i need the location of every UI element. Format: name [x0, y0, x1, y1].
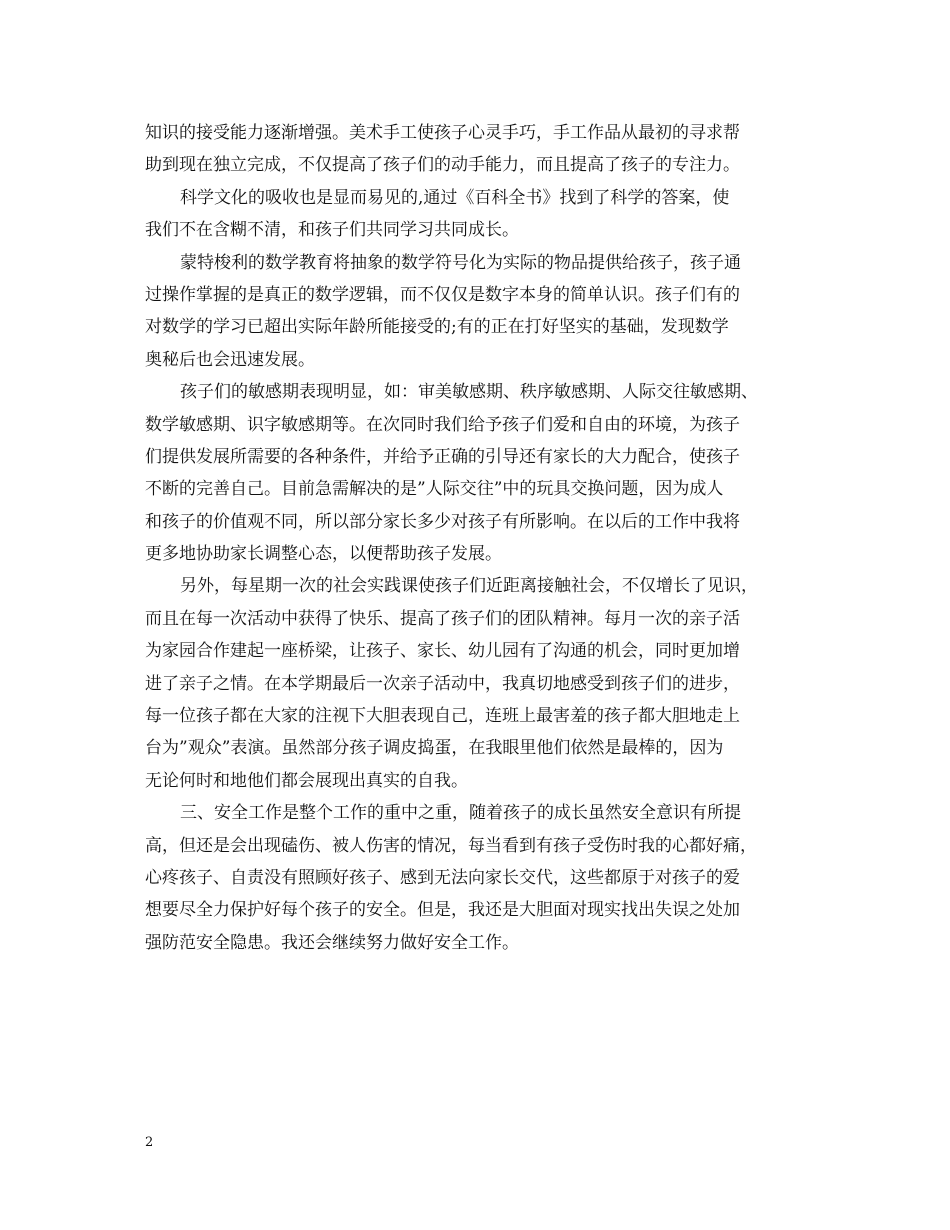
text-line: 们提供发展所需要的各种条件，并给予正确的引导还有家长的大力配合，使孩子 — [145, 446, 740, 467]
text-line: 和孩子的价值观不同，所以部分家长多少对孩子有所影响。在以后的工作中我将 — [145, 511, 740, 532]
text-line: 强防范安全隐患。我还会继续努力做好安全工作。 — [145, 932, 519, 953]
text-line: 台为”观众”表演。虽然部分孩子调皮捣蛋，在我眼里他们依然是最棒的，因为 — [145, 738, 724, 759]
page-number: 2 — [145, 1135, 154, 1150]
text-line: 更多地协助家长调整心态，以便帮助孩子发展。 — [145, 544, 502, 565]
document-body — [145, 117, 815, 959]
text-line: 每一位孩子都在大家的注视下大胆表现自己，连班上最害羞的孩子都大胆地走上 — [145, 706, 740, 727]
text-line: 进了亲子之情。在本学期最后一次亲子活动中，我真切地感受到孩子们的进步， — [145, 673, 740, 694]
text-line: 对数学的学习已超出实际年龄所能接受的;有的正在打好坚实的基础，发现数学 — [145, 317, 729, 338]
text-line: 过操作掌握的是真正的数学逻辑，而不仅仅是数字本身的简单认识。孩子们有的 — [145, 284, 740, 305]
text-line: 不断的完善自己。目前急需解决的是”人际交往”中的玩具交换问题，因为成人 — [145, 479, 724, 500]
text-line: 而且在每一次活动中获得了快乐、提高了孩子们的团队精神。每月一次的亲子活 — [145, 608, 740, 629]
text-line: 奥秘后也会迅速发展。 — [145, 349, 315, 370]
text-line: 想要尽全力保护好每个孩子的安全。但是，我还是大胆面对现实找出失误之处加 — [145, 900, 740, 921]
text-line: 科学文化的吸收也是显而易见的,通过《百科全书》找到了科学的答案，使 — [180, 187, 730, 208]
text-line: 助到现在独立完成，不仅提高了孩子们的动手能力，而且提高了孩子的专注力。 — [145, 155, 740, 176]
text-line: 孩子们的敏感期表现明显，如：审美敏感期、秩序敏感期、人际交往敏感期、 — [180, 382, 758, 403]
text-line: 知识的接受能力逐渐增强。美术手工使孩子心灵手巧，手工作品从最初的寻求帮 — [145, 123, 740, 143]
text-line: 另外，每星期一次的社会实践课使孩子们近距离接触社会，不仅增长了见识， — [180, 576, 758, 597]
text-line: 蒙特梭利的数学教育将抽象的数学符号化为实际的物品提供给孩子，孩子通 — [180, 252, 741, 273]
text-line: 心疼孩子、自责没有照顾好孩子、感到无法向家长交代，这些都原于对孩子的爱 — [145, 867, 740, 888]
text-line: 我们不在含糊不清，和孩子们共同学习共同成长。 — [145, 220, 519, 241]
text-line: 无论何时和地他们都会展现出真实的自我。 — [145, 770, 468, 791]
text-line: 高，但还是会出现磕伤、被人伤害的情况，每当看到有孩子受伤时我的心都好痛， — [145, 835, 757, 856]
text-line: 三、安全工作是整个工作的重中之重，随着孩子的成长虽然安全意识有所提 — [180, 803, 741, 824]
text-line: 数学敏感期、识字敏感期等。在次同时我们给予孩子们爱和自由的环境，为孩子 — [145, 414, 740, 435]
text-line: 为家园合作建起一座桥梁，让孩子、家长、幼儿园有了沟通的机会，同时更加增 — [145, 641, 740, 662]
